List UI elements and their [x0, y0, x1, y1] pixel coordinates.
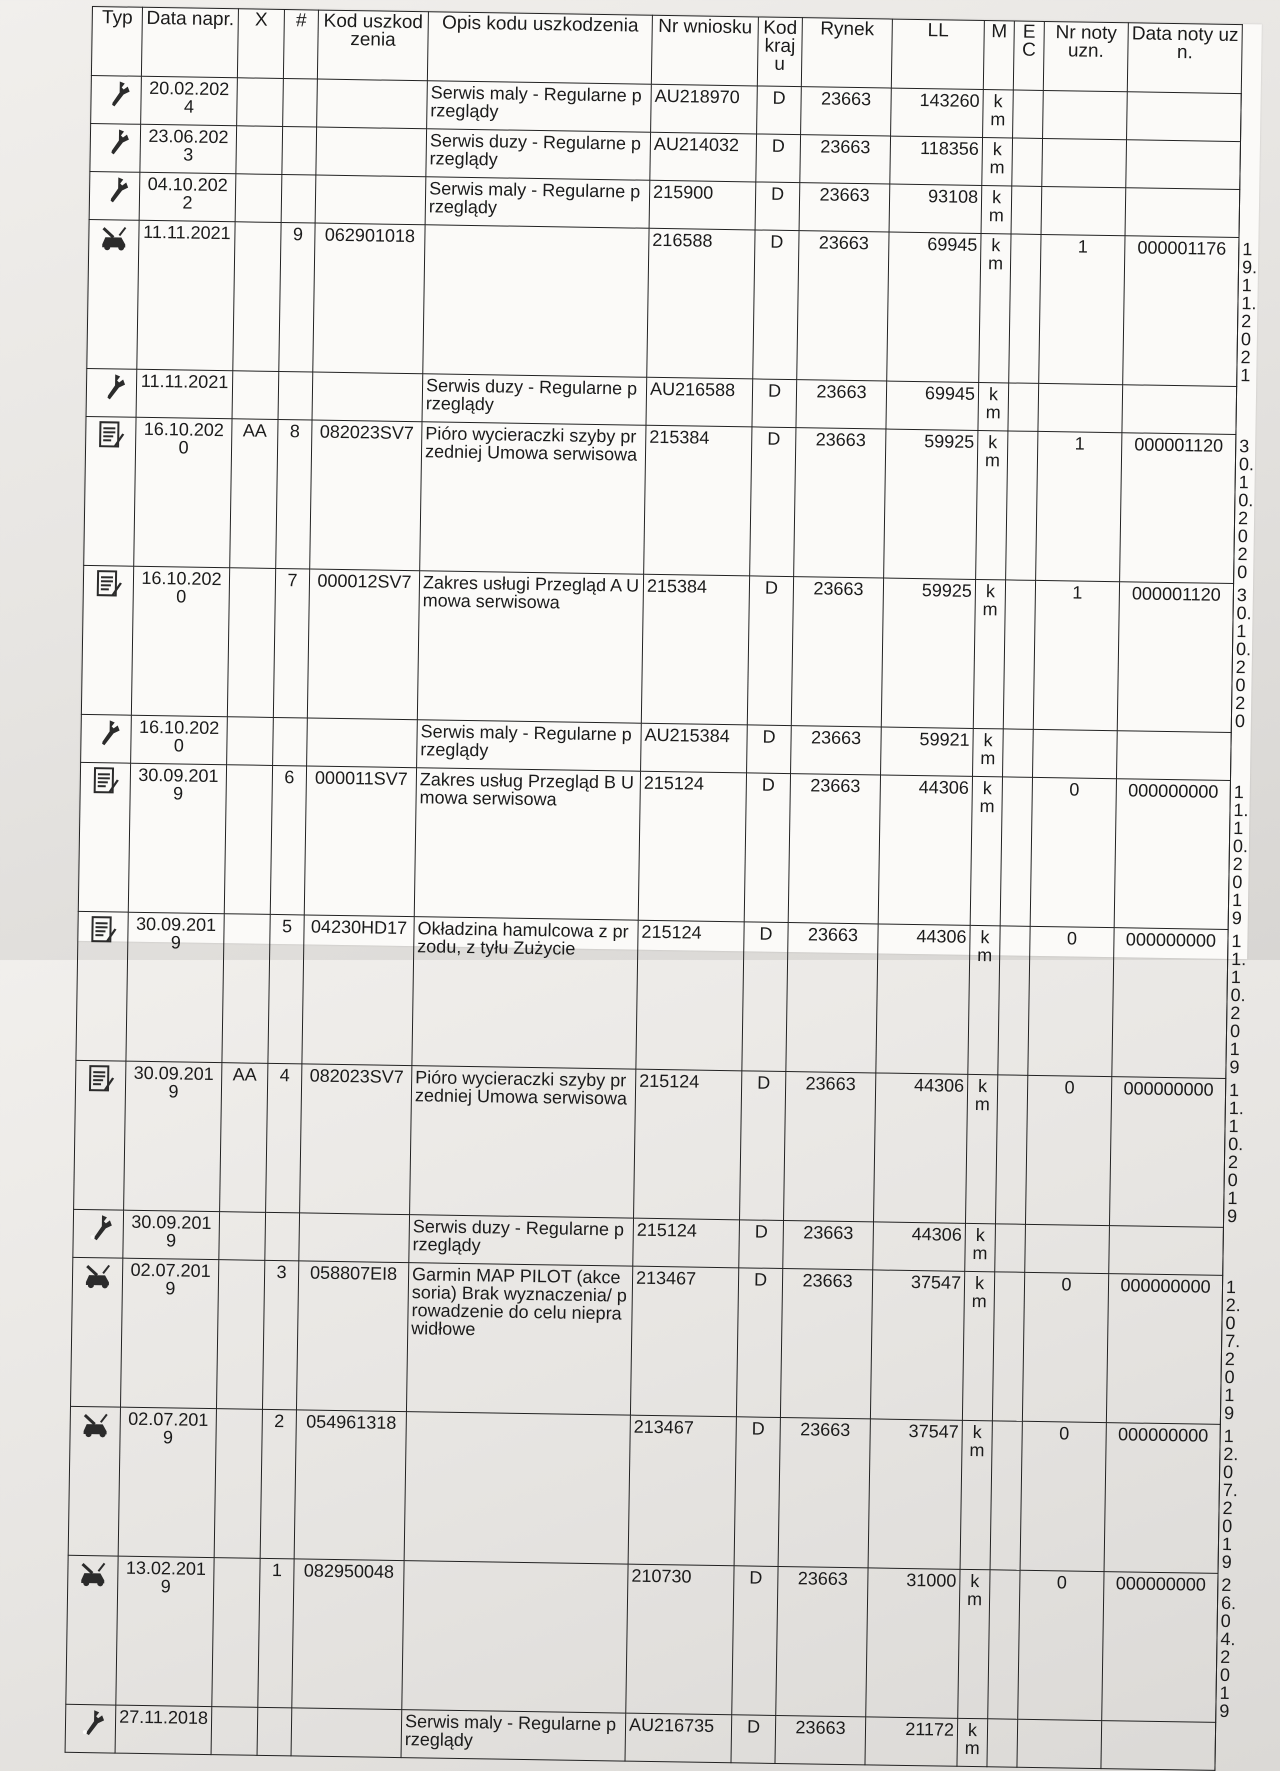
- type-cell: [68, 1406, 120, 1556]
- country-cell: D: [753, 230, 799, 380]
- code-cell: 000012SV7: [307, 569, 419, 720]
- note-cell: [1127, 92, 1242, 142]
- ll-cell: 93108: [889, 184, 982, 233]
- app-cell: AU215384: [641, 723, 748, 773]
- code-cell: [307, 718, 418, 768]
- column-header: Kod kraju: [757, 17, 802, 87]
- app-cell: AU216735: [625, 1713, 732, 1763]
- num-cell: 1: [258, 1558, 294, 1708]
- code-cell: 082950048: [292, 1559, 404, 1710]
- code-cell: 082023SV7: [310, 420, 422, 571]
- app-cell: 215900: [649, 180, 756, 230]
- table-row: [71, 1257, 1223, 1424]
- x-cell: AA: [220, 1063, 268, 1213]
- desc-cell: Zakres usług Przegląd B Umowa serwisowa: [414, 768, 640, 921]
- country-cell: D: [750, 427, 796, 577]
- unit-cell: km: [962, 1271, 994, 1420]
- app-cell: 215384: [644, 425, 752, 576]
- note-date-cell: 11.10.2019: [1228, 780, 1230, 929]
- ll-cell: 21172: [865, 1717, 958, 1766]
- type-cell: [87, 219, 139, 369]
- x-cell: [235, 174, 282, 223]
- car-repair-icon: [99, 222, 129, 252]
- wrench-icon: [101, 78, 131, 108]
- date-cell: 30.09.2019: [126, 912, 224, 1062]
- country-cell: D: [747, 576, 793, 726]
- country-cell: D: [740, 1071, 786, 1221]
- mcol-cell: [998, 926, 1030, 1075]
- unit-cell: km: [960, 1420, 992, 1569]
- num-cell: [282, 127, 317, 176]
- desc-cell: [423, 225, 649, 378]
- country-cell: D: [755, 182, 800, 231]
- table-row: [74, 1060, 1226, 1227]
- code-cell: [316, 127, 427, 177]
- type-cell: [78, 762, 130, 912]
- x-cell: [236, 126, 283, 175]
- column-header: Data noty uzn.: [1127, 23, 1242, 94]
- ll-cell: 59925: [881, 578, 975, 728]
- date-cell: 16.10.2020: [131, 566, 229, 716]
- service-history-sheet: [77, 6, 1262, 1759]
- unit-cell: km: [965, 1223, 996, 1271]
- ll-cell: 31000: [866, 1568, 960, 1718]
- country-cell: D: [739, 1220, 784, 1269]
- ec-cell: 0: [1025, 1075, 1111, 1225]
- date-cell: 16.10.2020: [134, 417, 232, 567]
- num-cell: 9: [279, 222, 315, 372]
- contract-icon: [88, 914, 118, 944]
- ec-cell: [1032, 729, 1117, 778]
- table-row: [84, 416, 1236, 583]
- mcol-cell: [1011, 186, 1042, 234]
- date-cell: 27.11.2018: [115, 1705, 212, 1755]
- ec-cell: [1025, 1224, 1110, 1273]
- market-cell: 23663: [786, 923, 878, 1073]
- code-cell: [315, 175, 426, 225]
- note-date-cell: 12.07.2019: [1220, 1275, 1222, 1424]
- mcol-cell: [1000, 777, 1032, 926]
- app-cell: 215124: [634, 1069, 742, 1220]
- code-cell: 058807EI8: [296, 1261, 408, 1412]
- type-cell: [71, 1257, 123, 1407]
- mcol-cell: [1012, 138, 1043, 186]
- note-cell: [1126, 140, 1241, 190]
- code-cell: [299, 1213, 410, 1263]
- num-cell: 6: [270, 765, 306, 915]
- desc-cell: [402, 1561, 628, 1714]
- ll-cell: 143260: [891, 88, 984, 137]
- x-cell: [212, 1558, 260, 1708]
- wrench-icon: [75, 1707, 105, 1737]
- contract-icon: [96, 419, 126, 449]
- x-cell: [219, 1212, 266, 1261]
- note-date-cell: 12.07.2019: [1218, 1424, 1220, 1573]
- num-cell: [283, 79, 318, 128]
- app-cell: 215384: [641, 574, 749, 725]
- unit-cell: km: [976, 430, 1008, 579]
- type-cell: [81, 565, 133, 715]
- mcol-cell: [987, 1719, 1018, 1767]
- car-repair-icon: [82, 1260, 112, 1290]
- service-history-table: [65, 6, 1258, 1771]
- note-cell: 000000000: [1109, 1077, 1225, 1228]
- x-cell: [227, 717, 274, 766]
- market-cell: 23663: [780, 1269, 872, 1419]
- unit-cell: km: [970, 776, 1002, 925]
- ll-cell: 69945: [886, 381, 979, 430]
- mcol-cell: [1009, 234, 1041, 383]
- market-cell: 23663: [784, 1072, 876, 1222]
- ll-cell: 44306: [873, 1073, 967, 1223]
- contract-icon: [93, 568, 123, 598]
- type-cell: [65, 1704, 116, 1753]
- num-cell: [281, 175, 316, 224]
- note-cell: 000000000: [1106, 1274, 1222, 1425]
- column-header: M: [983, 21, 1014, 90]
- mcol-cell: [990, 1421, 1022, 1570]
- ec-cell: 1: [1036, 431, 1122, 581]
- ll-cell: 44306: [876, 924, 970, 1074]
- note-cell: 000001176: [1123, 236, 1239, 387]
- date-cell: 11.11.2021: [137, 220, 235, 370]
- wrench-icon: [100, 126, 130, 156]
- ll-cell: 118356: [890, 136, 983, 185]
- note-cell: 000000000: [1112, 928, 1228, 1079]
- desc-cell: Serwis maly - Regularne przeglądy: [425, 177, 650, 229]
- market-cell: 23663: [801, 87, 892, 136]
- code-cell: 082023SV7: [300, 1064, 412, 1215]
- table-row: [76, 911, 1228, 1078]
- app-cell: 213467: [628, 1415, 736, 1566]
- market-cell: 23663: [794, 428, 886, 578]
- num-cell: 5: [268, 914, 304, 1064]
- date-cell: 02.07.2019: [120, 1258, 218, 1408]
- market-cell: 23663: [800, 135, 891, 184]
- column-header: Typ: [91, 7, 142, 77]
- type-cell: [89, 171, 140, 220]
- ec-cell: [1043, 90, 1128, 139]
- market-cell: 23663: [791, 577, 883, 727]
- type-cell: [81, 714, 132, 763]
- num-cell: [278, 371, 313, 420]
- type-cell: [86, 368, 137, 417]
- ll-cell: 69945: [887, 232, 981, 382]
- mcol-cell: [1003, 580, 1035, 729]
- wrench-icon: [83, 1212, 113, 1242]
- code-cell: [291, 1708, 402, 1758]
- num-cell: 4: [266, 1063, 302, 1213]
- note-cell: [1109, 1226, 1224, 1276]
- note-date-cell: 30.10.2020: [1231, 584, 1233, 733]
- date-cell: 23.06.2023: [140, 124, 237, 174]
- x-cell: [224, 765, 272, 915]
- x-cell: AA: [230, 419, 278, 569]
- note-cell: 000000000: [1102, 1572, 1218, 1723]
- desc-cell: Serwis maly - Regularne przeglądy: [417, 720, 642, 772]
- desc-cell: Serwis maly - Regularne przeglądy: [427, 81, 652, 133]
- unit-cell: km: [973, 728, 1004, 776]
- type-cell: [66, 1555, 118, 1705]
- market-cell: 23663: [775, 1715, 866, 1764]
- ec-cell: 0: [1018, 1570, 1104, 1720]
- app-cell: 215124: [638, 771, 746, 922]
- country-cell: D: [744, 773, 790, 923]
- ec-cell: 1: [1033, 580, 1119, 730]
- num-cell: 8: [276, 419, 312, 569]
- table-row: [81, 565, 1233, 732]
- ll-cell: 37547: [868, 1419, 962, 1569]
- mcol-cell: [1008, 383, 1039, 431]
- country-cell: D: [731, 1715, 776, 1764]
- mcol-cell: [995, 1224, 1026, 1272]
- note-date-cell: 30.10.2020: [1234, 435, 1236, 584]
- mcol-cell: [1006, 431, 1038, 580]
- desc-cell: Serwis duzy - Regularne przeglądy: [409, 1215, 634, 1267]
- country-cell: D: [756, 134, 801, 183]
- column-header: Nr wniosku: [651, 15, 758, 86]
- note-date-cell: 11.10.2019: [1226, 929, 1228, 1078]
- market-cell: 23663: [796, 380, 887, 429]
- unit-cell: km: [973, 579, 1005, 728]
- app-cell: 213467: [630, 1266, 738, 1417]
- x-cell: [233, 222, 281, 372]
- contract-icon: [85, 1063, 115, 1093]
- note-date-cell: 11.10.2019: [1223, 1078, 1225, 1227]
- ec-cell: [1041, 186, 1126, 235]
- app-cell: 216588: [647, 228, 755, 379]
- note-cell: 000000000: [1104, 1423, 1220, 1574]
- type-cell: [73, 1209, 124, 1258]
- table-row: [66, 1555, 1218, 1722]
- mcol-cell: [988, 1570, 1020, 1719]
- date-cell: 16.10.2020: [131, 715, 228, 765]
- app-cell: AU216588: [646, 377, 753, 427]
- date-cell: 20.02.2024: [141, 76, 238, 126]
- ll-cell: 44306: [878, 775, 972, 925]
- x-cell: [227, 568, 275, 718]
- column-header: #: [283, 10, 318, 80]
- unit-cell: km: [968, 925, 1000, 1074]
- code-cell: 054961318: [294, 1410, 406, 1561]
- column-header: X: [237, 9, 284, 79]
- type-cell: [84, 416, 136, 566]
- market-cell: 23663: [776, 1566, 868, 1716]
- note-cell: 000001120: [1117, 582, 1233, 733]
- code-cell: 04230HD17: [302, 915, 414, 1066]
- unit-cell: km: [978, 382, 1009, 430]
- ec-cell: 0: [1020, 1421, 1106, 1571]
- mcol-cell: [995, 1075, 1027, 1224]
- wrench-icon: [99, 174, 129, 204]
- ll-cell: 44306: [873, 1222, 966, 1271]
- market-cell: 23663: [783, 1221, 874, 1270]
- app-cell: AU218970: [651, 84, 758, 134]
- desc-cell: Okładzina hamulcowa z przodu, z tyłu Zużycie: [412, 917, 638, 1070]
- date-cell: 30.09.2019: [128, 763, 226, 913]
- desc-cell: Serwis duzy - Regularne przeglądy: [422, 374, 647, 426]
- app-cell: 215124: [636, 920, 744, 1071]
- code-cell: [312, 372, 423, 422]
- note-cell: [1125, 188, 1240, 238]
- table-body: [65, 75, 1258, 1770]
- date-cell: 02.07.2019: [118, 1407, 216, 1557]
- desc-cell: [404, 1412, 630, 1565]
- app-cell: 210730: [626, 1564, 734, 1715]
- table-row: [68, 1406, 1220, 1573]
- country-cell: D: [736, 1268, 782, 1418]
- ll-cell: 59921: [881, 727, 974, 776]
- x-cell: [211, 1707, 258, 1756]
- country-cell: D: [732, 1566, 778, 1716]
- note-date-cell: 26.04.2019: [1216, 1573, 1218, 1722]
- code-cell: [317, 79, 428, 129]
- note-cell: 000001120: [1120, 433, 1236, 584]
- car-repair-icon: [78, 1558, 108, 1588]
- country-cell: D: [757, 86, 802, 135]
- unit-cell: km: [965, 1074, 997, 1223]
- num-cell: [257, 1707, 292, 1756]
- note-cell: [1101, 1721, 1216, 1771]
- unit-cell: km: [983, 90, 1014, 138]
- desc-cell: Zakres usługi Przegląd A Umowa serwisowa: [417, 571, 643, 724]
- wrench-icon: [96, 371, 126, 401]
- mcol-cell: [992, 1272, 1024, 1421]
- desc-cell: Garmin MAP PILOT (akcesoria) Brak wyznaczenia/ prowadzenie do celu nieprawidłowe: [406, 1263, 632, 1416]
- unit-cell: km: [982, 138, 1013, 186]
- date-cell: 04.10.2022: [139, 172, 236, 222]
- contract-icon: [90, 765, 120, 795]
- unit-cell: km: [981, 185, 1012, 233]
- code-cell: 062901018: [313, 223, 425, 374]
- ec-cell: [1017, 1719, 1102, 1768]
- market-cell: 23663: [797, 231, 889, 381]
- mcol-cell: [1003, 729, 1034, 777]
- ec-cell: 1: [1039, 234, 1125, 384]
- ec-cell: 0: [1022, 1272, 1108, 1422]
- ec-cell: [1038, 383, 1123, 432]
- desc-cell: Serwis maly - Regularne przeglądy: [401, 1710, 626, 1762]
- mcol-cell: [1013, 90, 1044, 138]
- ll-cell: 37547: [870, 1270, 964, 1420]
- type-cell: [91, 75, 142, 124]
- table-row: [78, 762, 1230, 929]
- desc-cell: Pióro wycieraczki szyby przedniej Umowa serwisowa: [420, 422, 646, 575]
- note-date-cell: 19.11.2021: [1237, 238, 1239, 387]
- market-cell: 23663: [778, 1417, 870, 1567]
- table-row: [87, 219, 1239, 386]
- unit-cell: km: [979, 233, 1011, 382]
- num-cell: 7: [273, 568, 309, 718]
- unit-cell: km: [957, 1718, 988, 1766]
- date-cell: 13.02.2019: [116, 1556, 214, 1706]
- ec-cell: 0: [1030, 777, 1116, 927]
- country-cell: D: [747, 725, 792, 774]
- wrench-icon: [91, 717, 121, 747]
- num-cell: [265, 1212, 300, 1261]
- column-header: Kod uszkodzenia: [317, 10, 428, 81]
- unit-cell: km: [958, 1569, 990, 1718]
- column-header: LL: [891, 19, 984, 89]
- x-cell: [232, 371, 279, 420]
- type-cell: [90, 123, 141, 172]
- ec-cell: 0: [1028, 926, 1114, 1076]
- num-cell: 3: [262, 1260, 298, 1410]
- country-cell: D: [742, 922, 788, 1072]
- column-header: Nr noty uzn.: [1043, 21, 1128, 91]
- desc-cell: Serwis duzy - Regularne przeglądy: [426, 129, 651, 181]
- note-cell: [1116, 731, 1231, 781]
- x-cell: [214, 1409, 262, 1559]
- app-cell: 215124: [633, 1218, 740, 1268]
- ec-cell: [1042, 138, 1127, 187]
- x-cell: [237, 78, 284, 127]
- desc-cell: Pióro wycieraczki szyby przedniej Umowa serwisowa: [410, 1066, 636, 1219]
- column-header: EC: [1013, 21, 1044, 90]
- date-cell: 11.11.2021: [136, 369, 233, 419]
- x-cell: [222, 914, 270, 1064]
- num-cell: [273, 717, 308, 766]
- column-header: Data napr.: [141, 7, 238, 77]
- column-header: Rynek: [801, 18, 892, 88]
- country-cell: D: [734, 1417, 780, 1567]
- market-cell: 23663: [791, 726, 882, 775]
- ll-cell: 59925: [884, 429, 978, 579]
- market-cell: 23663: [799, 183, 890, 232]
- x-cell: [216, 1260, 264, 1410]
- column-header: Opis kodu uszkodzenia: [427, 12, 652, 85]
- country-cell: D: [752, 379, 797, 428]
- note-cell: 000000000: [1114, 779, 1230, 930]
- type-cell: [74, 1060, 126, 1210]
- market-cell: 23663: [788, 774, 880, 924]
- date-cell: 30.09.2019: [124, 1061, 222, 1211]
- app-cell: AU214032: [650, 132, 757, 182]
- type-cell: [76, 911, 128, 1061]
- code-cell: 000011SV7: [304, 766, 416, 917]
- note-cell: [1122, 385, 1237, 435]
- date-cell: 30.09.2019: [123, 1210, 220, 1260]
- num-cell: 2: [260, 1409, 296, 1559]
- car-repair-icon: [80, 1409, 110, 1439]
